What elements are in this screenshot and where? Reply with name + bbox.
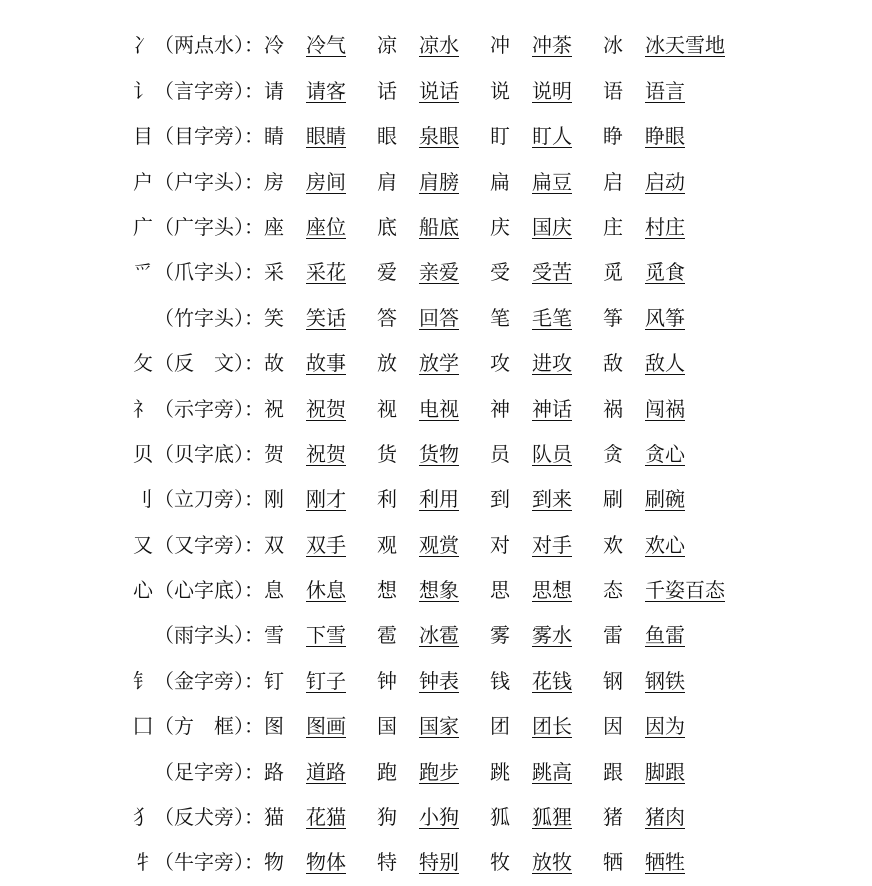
example-word: 国庆	[532, 214, 572, 239]
radical-glyph: 攵	[133, 351, 153, 376]
example-character: 思	[490, 578, 510, 603]
example-word: 钟表	[419, 668, 459, 693]
example-word: 回答	[419, 305, 459, 330]
example-word: 道路	[306, 759, 346, 784]
example-word: 因为	[645, 714, 685, 739]
example-character: 视	[377, 396, 397, 421]
example-word: 神话	[532, 396, 572, 421]
example-word: 故事	[306, 351, 346, 376]
example-character: 息	[264, 578, 284, 603]
example-word: 团长	[532, 714, 572, 739]
example-word: 船底	[419, 214, 459, 239]
example-word: 村庄	[645, 214, 685, 239]
example-word: 贪心	[645, 441, 685, 466]
example-character: 路	[264, 759, 284, 784]
example-character: 对	[490, 532, 510, 557]
example-word: 花猫	[306, 805, 346, 830]
example-word: 特别	[419, 850, 459, 875]
radical-name: （反犬旁）：	[154, 805, 264, 830]
example-character: 冲	[490, 33, 510, 58]
radical-name: （言字旁）：	[154, 78, 264, 103]
example-word: 对手	[532, 532, 572, 557]
radical-name: （方 框）：	[154, 714, 264, 739]
example-word: 电视	[419, 396, 459, 421]
radical-name: （两点水）：	[154, 33, 264, 58]
radical-glyph: 冫	[133, 33, 153, 58]
example-character: 笔	[490, 305, 510, 330]
example-character: 房	[264, 169, 284, 194]
example-word: 休息	[306, 578, 346, 603]
example-character: 雹	[377, 623, 397, 648]
example-word: 睁眼	[645, 124, 685, 149]
example-word: 盯人	[532, 124, 572, 149]
radical-name: （心字底）：	[154, 578, 264, 603]
example-character: 雾	[490, 623, 510, 648]
example-character: 爱	[377, 260, 397, 285]
example-character: 话	[377, 78, 397, 103]
example-word: 跳高	[532, 759, 572, 784]
example-character: 扁	[490, 169, 510, 194]
list-row	[0, 840, 872, 885]
example-character: 钟	[377, 668, 397, 693]
list-row	[0, 432, 872, 477]
example-word: 觅食	[645, 260, 685, 285]
example-word: 跑步	[419, 759, 459, 784]
example-character: 神	[490, 396, 510, 421]
example-character: 眼	[377, 124, 397, 149]
example-word: 千姿百态	[645, 578, 725, 603]
example-character: 说	[490, 78, 510, 103]
example-word: 祝贺	[306, 441, 346, 466]
example-word: 队员	[532, 441, 572, 466]
list-row	[0, 296, 872, 341]
example-word: 货物	[419, 441, 459, 466]
list-row	[0, 341, 872, 386]
example-word: 猪肉	[645, 805, 685, 830]
list-row	[0, 750, 872, 795]
example-word: 利用	[419, 487, 459, 512]
example-word: 雾水	[532, 623, 572, 648]
example-character: 睛	[264, 124, 284, 149]
list-row	[0, 795, 872, 840]
example-character: 想	[377, 578, 397, 603]
example-word: 狐狸	[532, 805, 572, 830]
example-character: 员	[490, 441, 510, 466]
list-row	[0, 205, 872, 250]
radical-glyph: 心	[133, 578, 153, 603]
list-row	[0, 523, 872, 568]
example-word: 双手	[306, 532, 346, 557]
list-row	[0, 613, 872, 658]
example-word: 请客	[306, 78, 346, 103]
example-character: 启	[603, 169, 623, 194]
list-row	[0, 568, 872, 613]
example-character: 庆	[490, 214, 510, 239]
example-character: 跑	[377, 759, 397, 784]
example-character: 冷	[264, 33, 284, 58]
radical-glyph: 牜	[133, 850, 153, 875]
example-word: 笑话	[306, 305, 346, 330]
list-row	[0, 250, 872, 295]
example-character: 国	[377, 714, 397, 739]
example-character: 刷	[603, 487, 623, 512]
example-character: 钉	[264, 668, 284, 693]
radical-glyph: 目	[133, 124, 153, 149]
example-character: 采	[264, 260, 284, 285]
list-row	[0, 23, 872, 68]
radical-glyph: 讠	[133, 78, 153, 103]
example-character: 放	[377, 351, 397, 376]
example-word: 牺牲	[645, 850, 685, 875]
example-character: 因	[603, 714, 623, 739]
example-character: 觅	[603, 260, 623, 285]
radical-name: （足字旁）：	[154, 759, 264, 784]
example-character: 牺	[603, 850, 623, 875]
example-character: 座	[264, 214, 284, 239]
example-word: 肩膀	[419, 169, 459, 194]
example-character: 雷	[603, 623, 623, 648]
example-word: 启动	[645, 169, 685, 194]
example-word: 语言	[645, 78, 685, 103]
example-word: 想象	[419, 578, 459, 603]
example-character: 敌	[603, 351, 623, 376]
example-word: 欢心	[645, 532, 685, 557]
radical-glyph: 又	[133, 532, 153, 557]
example-character: 跳	[490, 759, 510, 784]
example-character: 攻	[490, 351, 510, 376]
radical-name: （贝字底）：	[154, 441, 264, 466]
example-character: 狐	[490, 805, 510, 830]
list-row	[0, 114, 872, 159]
example-character: 答	[377, 305, 397, 330]
example-word: 到来	[532, 487, 572, 512]
example-character: 货	[377, 441, 397, 466]
example-word: 风筝	[645, 305, 685, 330]
radical-glyph: 囗	[133, 714, 153, 739]
example-word: 敌人	[645, 351, 685, 376]
example-word: 图画	[306, 714, 346, 739]
example-word: 冲茶	[532, 33, 572, 58]
example-word: 刚才	[306, 487, 346, 512]
list-row	[0, 477, 872, 522]
example-word: 钉子	[306, 668, 346, 693]
example-word: 冰雹	[419, 623, 459, 648]
example-character: 欢	[603, 532, 623, 557]
radical-name: （立刀旁）：	[154, 487, 264, 512]
radical-name: （雨字头）：	[154, 623, 264, 648]
example-character: 利	[377, 487, 397, 512]
example-character: 钱	[490, 668, 510, 693]
radical-name: （又字旁）：	[154, 532, 264, 557]
example-word: 放牧	[532, 850, 572, 875]
example-character: 到	[490, 487, 510, 512]
radical-name: （广字头）：	[154, 214, 264, 239]
example-word: 说明	[532, 78, 572, 103]
example-character: 观	[377, 532, 397, 557]
example-character: 筝	[603, 305, 623, 330]
example-character: 双	[264, 532, 284, 557]
example-character: 睁	[603, 124, 623, 149]
example-word: 冷气	[306, 33, 346, 58]
radical-glyph: 爫	[133, 260, 153, 285]
example-word: 小狗	[419, 805, 459, 830]
example-word: 刷碗	[645, 487, 685, 512]
example-character: 故	[264, 351, 284, 376]
example-character: 猫	[264, 805, 284, 830]
example-character: 图	[264, 714, 284, 739]
example-word: 观赏	[419, 532, 459, 557]
list-row	[0, 0, 872, 23]
radical-name: （目字旁）：	[154, 124, 264, 149]
list-row	[0, 659, 872, 704]
example-character: 特	[377, 850, 397, 875]
example-character: 祝	[264, 396, 284, 421]
example-word: 脚跟	[645, 759, 685, 784]
radical-glyph: 礻	[133, 396, 153, 421]
example-word: 国家	[419, 714, 459, 739]
example-character: 贪	[603, 441, 623, 466]
radical-name: （户字头）：	[154, 169, 264, 194]
example-word: 采花	[306, 260, 346, 285]
radical-glyph: 犭	[133, 805, 153, 830]
example-character: 盯	[490, 124, 510, 149]
example-word: 受苦	[532, 260, 572, 285]
example-word: 亲爱	[419, 260, 459, 285]
example-character: 请	[264, 78, 284, 103]
list-row	[0, 69, 872, 114]
radical-glyph: 钅	[133, 668, 153, 693]
radical-name: （爪字头）：	[154, 260, 264, 285]
example-character: 受	[490, 260, 510, 285]
example-character: 凉	[377, 33, 397, 58]
radical-glyph: 户	[133, 169, 153, 194]
example-word: 物体	[306, 850, 346, 875]
example-word: 钢铁	[645, 668, 685, 693]
example-character: 笑	[264, 305, 284, 330]
example-word: 冰天雪地	[645, 33, 725, 58]
radical-name: （竹字头）：	[154, 305, 264, 330]
list-row	[0, 704, 872, 749]
example-character: 猪	[603, 805, 623, 830]
radical-glyph: 广	[133, 214, 153, 239]
radical-name: （金字旁）：	[154, 668, 264, 693]
list-row	[0, 387, 872, 432]
example-character: 祸	[603, 396, 623, 421]
example-word: 放学	[419, 351, 459, 376]
radical-name: （牛字旁）：	[154, 850, 264, 875]
example-word: 扁豆	[532, 169, 572, 194]
example-character: 跟	[603, 759, 623, 784]
example-character: 团	[490, 714, 510, 739]
example-character: 态	[603, 578, 623, 603]
example-word: 下雪	[306, 623, 346, 648]
example-word: 毛笔	[532, 305, 572, 330]
example-word: 眼睛	[306, 124, 346, 149]
example-word: 闯祸	[645, 396, 685, 421]
example-word: 说话	[419, 78, 459, 103]
radical-name: （示字旁）：	[154, 396, 264, 421]
example-character: 语	[603, 78, 623, 103]
example-word: 进攻	[532, 351, 572, 376]
example-character: 雪	[264, 623, 284, 648]
example-word: 泉眼	[419, 124, 459, 149]
example-character: 贺	[264, 441, 284, 466]
example-character: 肩	[377, 169, 397, 194]
example-word: 思想	[532, 578, 572, 603]
example-character: 物	[264, 850, 284, 875]
list-row	[0, 160, 872, 205]
example-character: 冰	[603, 33, 623, 58]
example-word: 凉水	[419, 33, 459, 58]
example-word: 鱼雷	[645, 623, 685, 648]
example-word: 祝贺	[306, 396, 346, 421]
example-character: 钢	[603, 668, 623, 693]
example-character: 刚	[264, 487, 284, 512]
example-character: 庄	[603, 214, 623, 239]
radical-glyph: 贝	[133, 441, 153, 466]
example-word: 花钱	[532, 668, 572, 693]
example-word: 座位	[306, 214, 346, 239]
example-character: 狗	[377, 805, 397, 830]
radical-name: （反 文）：	[154, 351, 264, 376]
example-character: 牧	[490, 850, 510, 875]
radical-glyph: 刂	[133, 487, 153, 512]
example-word: 房间	[306, 169, 346, 194]
example-character: 底	[377, 214, 397, 239]
